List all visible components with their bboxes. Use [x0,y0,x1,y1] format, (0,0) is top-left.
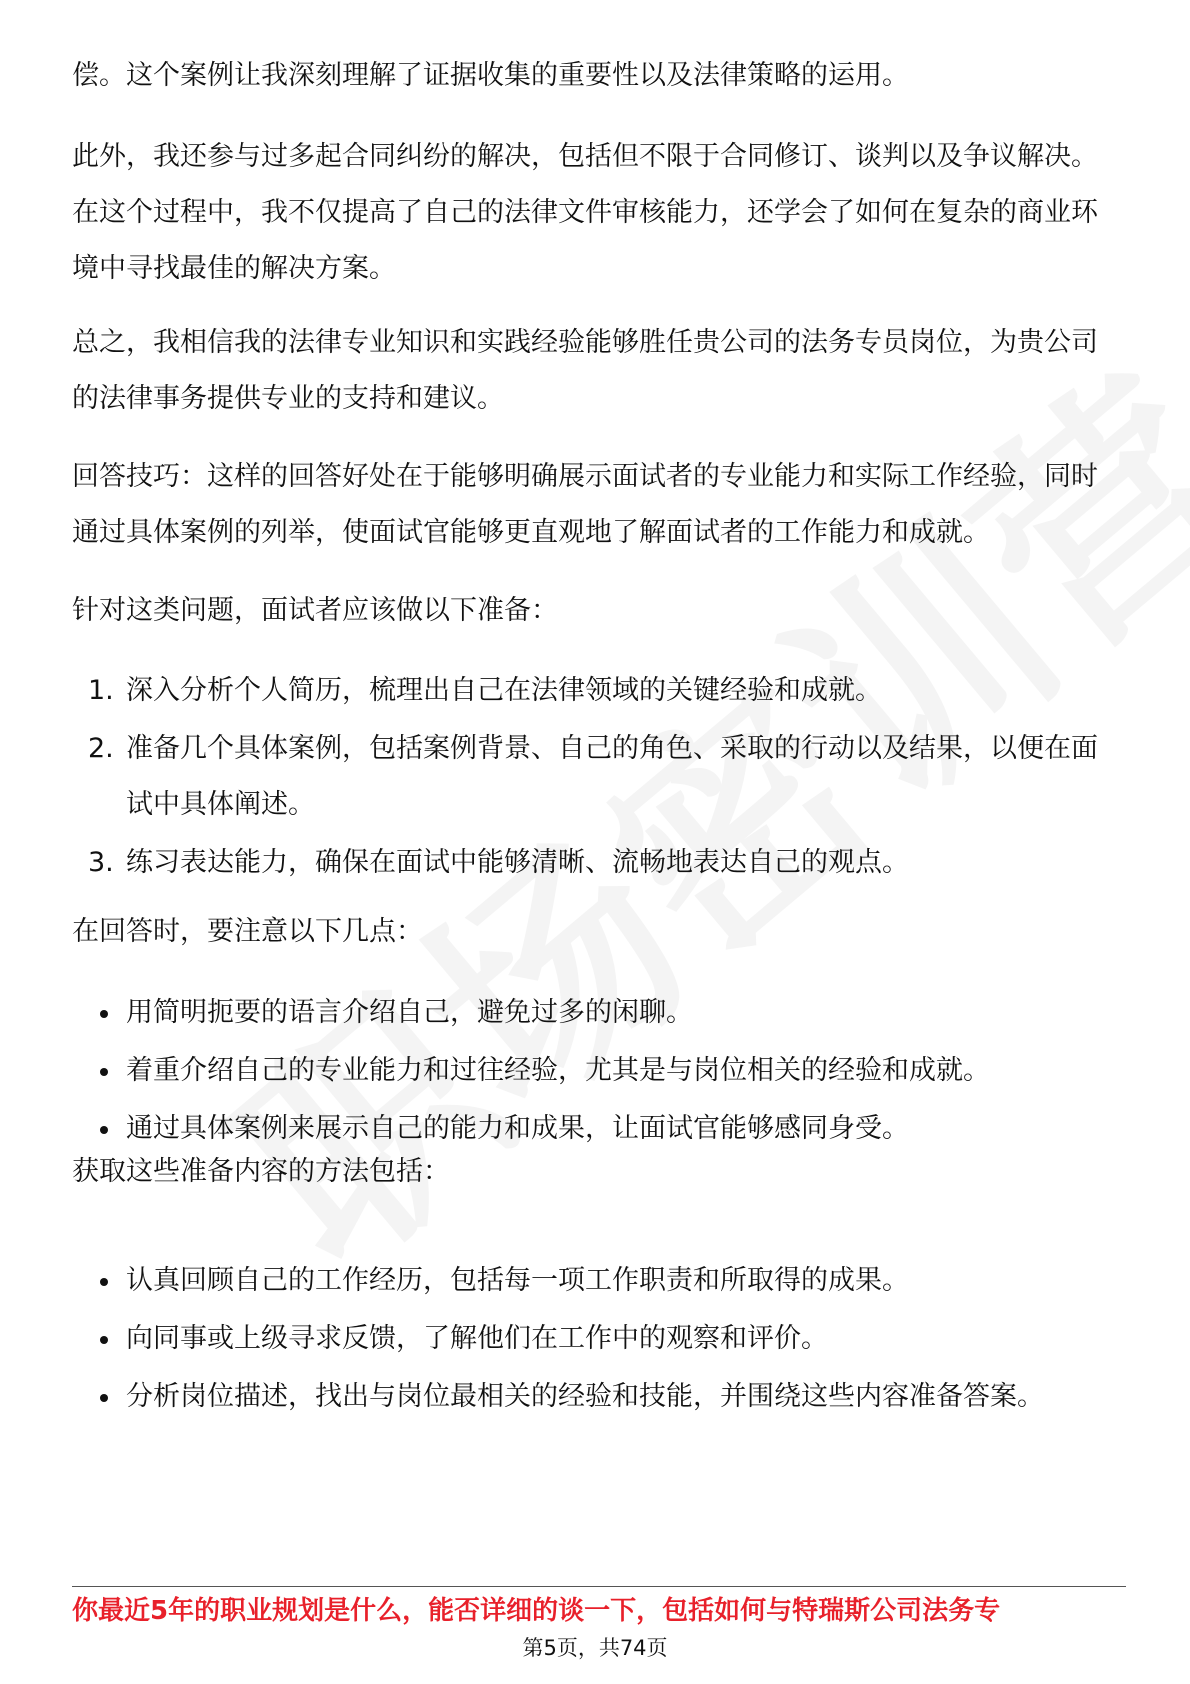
bullet-icon [100,1336,108,1344]
paragraph-prep-intro: 针对这类问题，面试者应该做以下准备： [72,595,558,626]
list-item [72,1369,1122,1425]
list-item-text: 通过具体案例来展示自己的能力和成果，让面试官能够感同身受。 [126,1113,909,1144]
paragraph-notes-intro: 在回答时，要注意以下几点： [72,916,423,947]
list-item [72,835,1122,891]
list-item [72,663,1122,719]
paragraph-contract-disputes: 此外，我还参与过多起合同纠纷的解决，包括但不限于合同修订、谈判以及争议解决。在这个过程中，我不仅提高了自己的法律文件审核能力，还学会了如何在复杂的商业环境中寻找最佳的解决方案。 [72,141,1098,284]
paragraph-methods-intro: 获取这些准备内容的方法包括： [72,1156,450,1187]
list-number: 3. [88,847,114,878]
list-item-text: 深入分析个人简历，梳理出自己在法律领域的关键经验和成就。 [126,675,882,706]
list-item [72,721,1122,833]
bullet-icon [100,1068,108,1076]
paragraph-answer-tips: 回答技巧：这样的回答好处在于能够明确展示面试者的专业能力和实际工作经验，同时通过具体案例的列举，使面试官能够更直观地了解面试者的工作能力和成就。 [72,461,1098,548]
bullet-icon [100,1126,108,1134]
list-item-text: 分析岗位描述，找出与岗位最相关的经验和技能，并围绕这些内容准备答案。 [126,1381,1044,1412]
bullet-icon [100,1278,108,1286]
prep-list [72,663,1122,893]
list-item-text: 准备几个具体案例，包括案例背景、自己的角色、采取的行动以及结果，以便在面试中具体阐述。 [126,733,1098,820]
list-item [72,1253,1122,1309]
paragraph-case-conclusion: 偿。这个案例让我深刻理解了证据收集的重要性以及法律策略的运用。 [72,60,909,91]
list-item-text: 向同事或上级寻求反馈，了解他们在工作中的观察和评价。 [126,1323,828,1354]
list-number: 2. [88,733,114,764]
bullet-icon [100,1394,108,1402]
footer-divider [72,1586,1126,1587]
page-number: 第5页，共74页 [522,1636,668,1660]
list-item-text: 练习表达能力，确保在面试中能够清晰、流畅地表达自己的观点。 [126,847,909,878]
list-item [72,1043,1122,1099]
list-item-text: 用简明扼要的语言介绍自己，避免过多的闲聊。 [126,997,693,1028]
list-item-text: 着重介绍自己的专业能力和过往经验，尤其是与岗位相关的经验和成就。 [126,1055,990,1086]
list-number: 1. [88,675,114,706]
notes-list [72,985,1122,1159]
next-question-title: 你最近5年的职业规划是什么，能否详细的谈一下，包括如何与特瑞斯公司法务专 [72,1596,1001,1626]
list-item-text: 认真回顾自己的工作经历，包括每一项工作职责和所取得的成果。 [126,1265,909,1296]
methods-list [72,1253,1122,1427]
paragraph-summary: 总之，我相信我的法律专业知识和实践经验能够胜任贵公司的法务专员岗位，为贵公司的法律事务提供专业的支持和建议。 [72,327,1098,414]
bullet-icon [100,1010,108,1018]
list-item [72,985,1122,1041]
list-item [72,1311,1122,1367]
